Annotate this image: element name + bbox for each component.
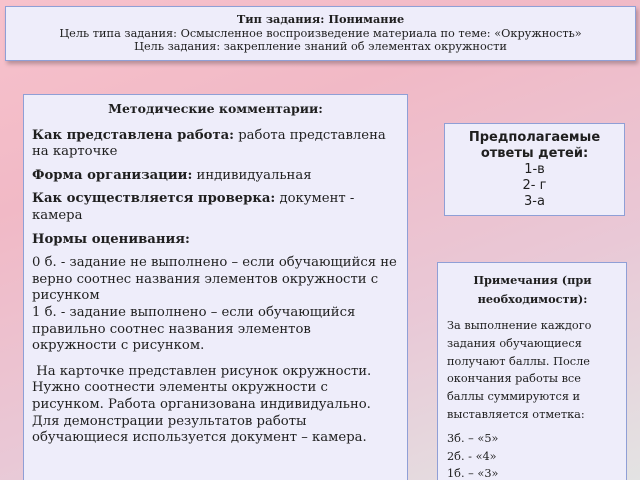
header-panel <box>5 6 636 61</box>
answer-item: 1-в <box>524 162 545 177</box>
methodical-comments-panel <box>23 94 408 480</box>
grade-item: 1б. – «3» <box>447 467 499 480</box>
score-zero: 0 б. - задание не выполнено – если обучающийся не верно соотнес названия элементов окружности с рисунком <box>32 255 397 304</box>
organization-form <box>32 168 399 185</box>
task-type-goal: Цель типа задания: Осмысленное воспроизведение материала по теме: «Окружность» <box>59 26 582 40</box>
grade-item: 3б. – «5» <box>447 431 499 445</box>
norms-heading <box>32 232 399 249</box>
work-presentation <box>32 128 399 161</box>
methods-title: Методические комментарии: <box>108 101 323 116</box>
answer-item: 3-а <box>524 194 545 209</box>
norms-label: Нормы оценивания: <box>32 231 190 247</box>
task-description: На карточке представлен рисунок окружности. Нужно соотнести элементы окружности с рисунком. Работа организована индивидуально. Для демонстрации результатов работы обучающиеся используется документ – камера. <box>32 363 376 446</box>
grade-item: 2б. - «4» <box>447 449 497 463</box>
notes-title: Примечания (при необходимости): <box>473 273 592 306</box>
notes-panel <box>437 262 627 480</box>
score-one: 1 б. - задание выполнено – если обучающийся правильно соотнес названия элементов окружности с рисунком. <box>32 304 356 354</box>
task-type-title: Тип задания: Понимание <box>236 12 405 26</box>
expected-answers-panel <box>444 123 625 216</box>
check-value: документ - камера <box>32 191 355 223</box>
check-label: Как осуществляется проверка: <box>32 191 276 207</box>
grading-scale <box>32 255 399 355</box>
form-value: индивидуальная <box>192 167 312 183</box>
work-label: Как представлена работа: <box>32 127 235 143</box>
notes-body: За выполнение каждого задания обучающиеся получают баллы. После окончания работы все баллы суммируются и выставляется отметка: <box>447 319 592 421</box>
answers-title: Предполагаемые ответы детей: <box>468 130 601 161</box>
check-method <box>32 191 399 224</box>
form-label: Форма организации: <box>32 167 193 183</box>
answer-item: 2- г <box>522 178 547 193</box>
work-value: работа представлена на карточке <box>32 127 386 160</box>
task-goal: Цель задания: закрепление знаний об элементах окружности <box>134 40 507 53</box>
